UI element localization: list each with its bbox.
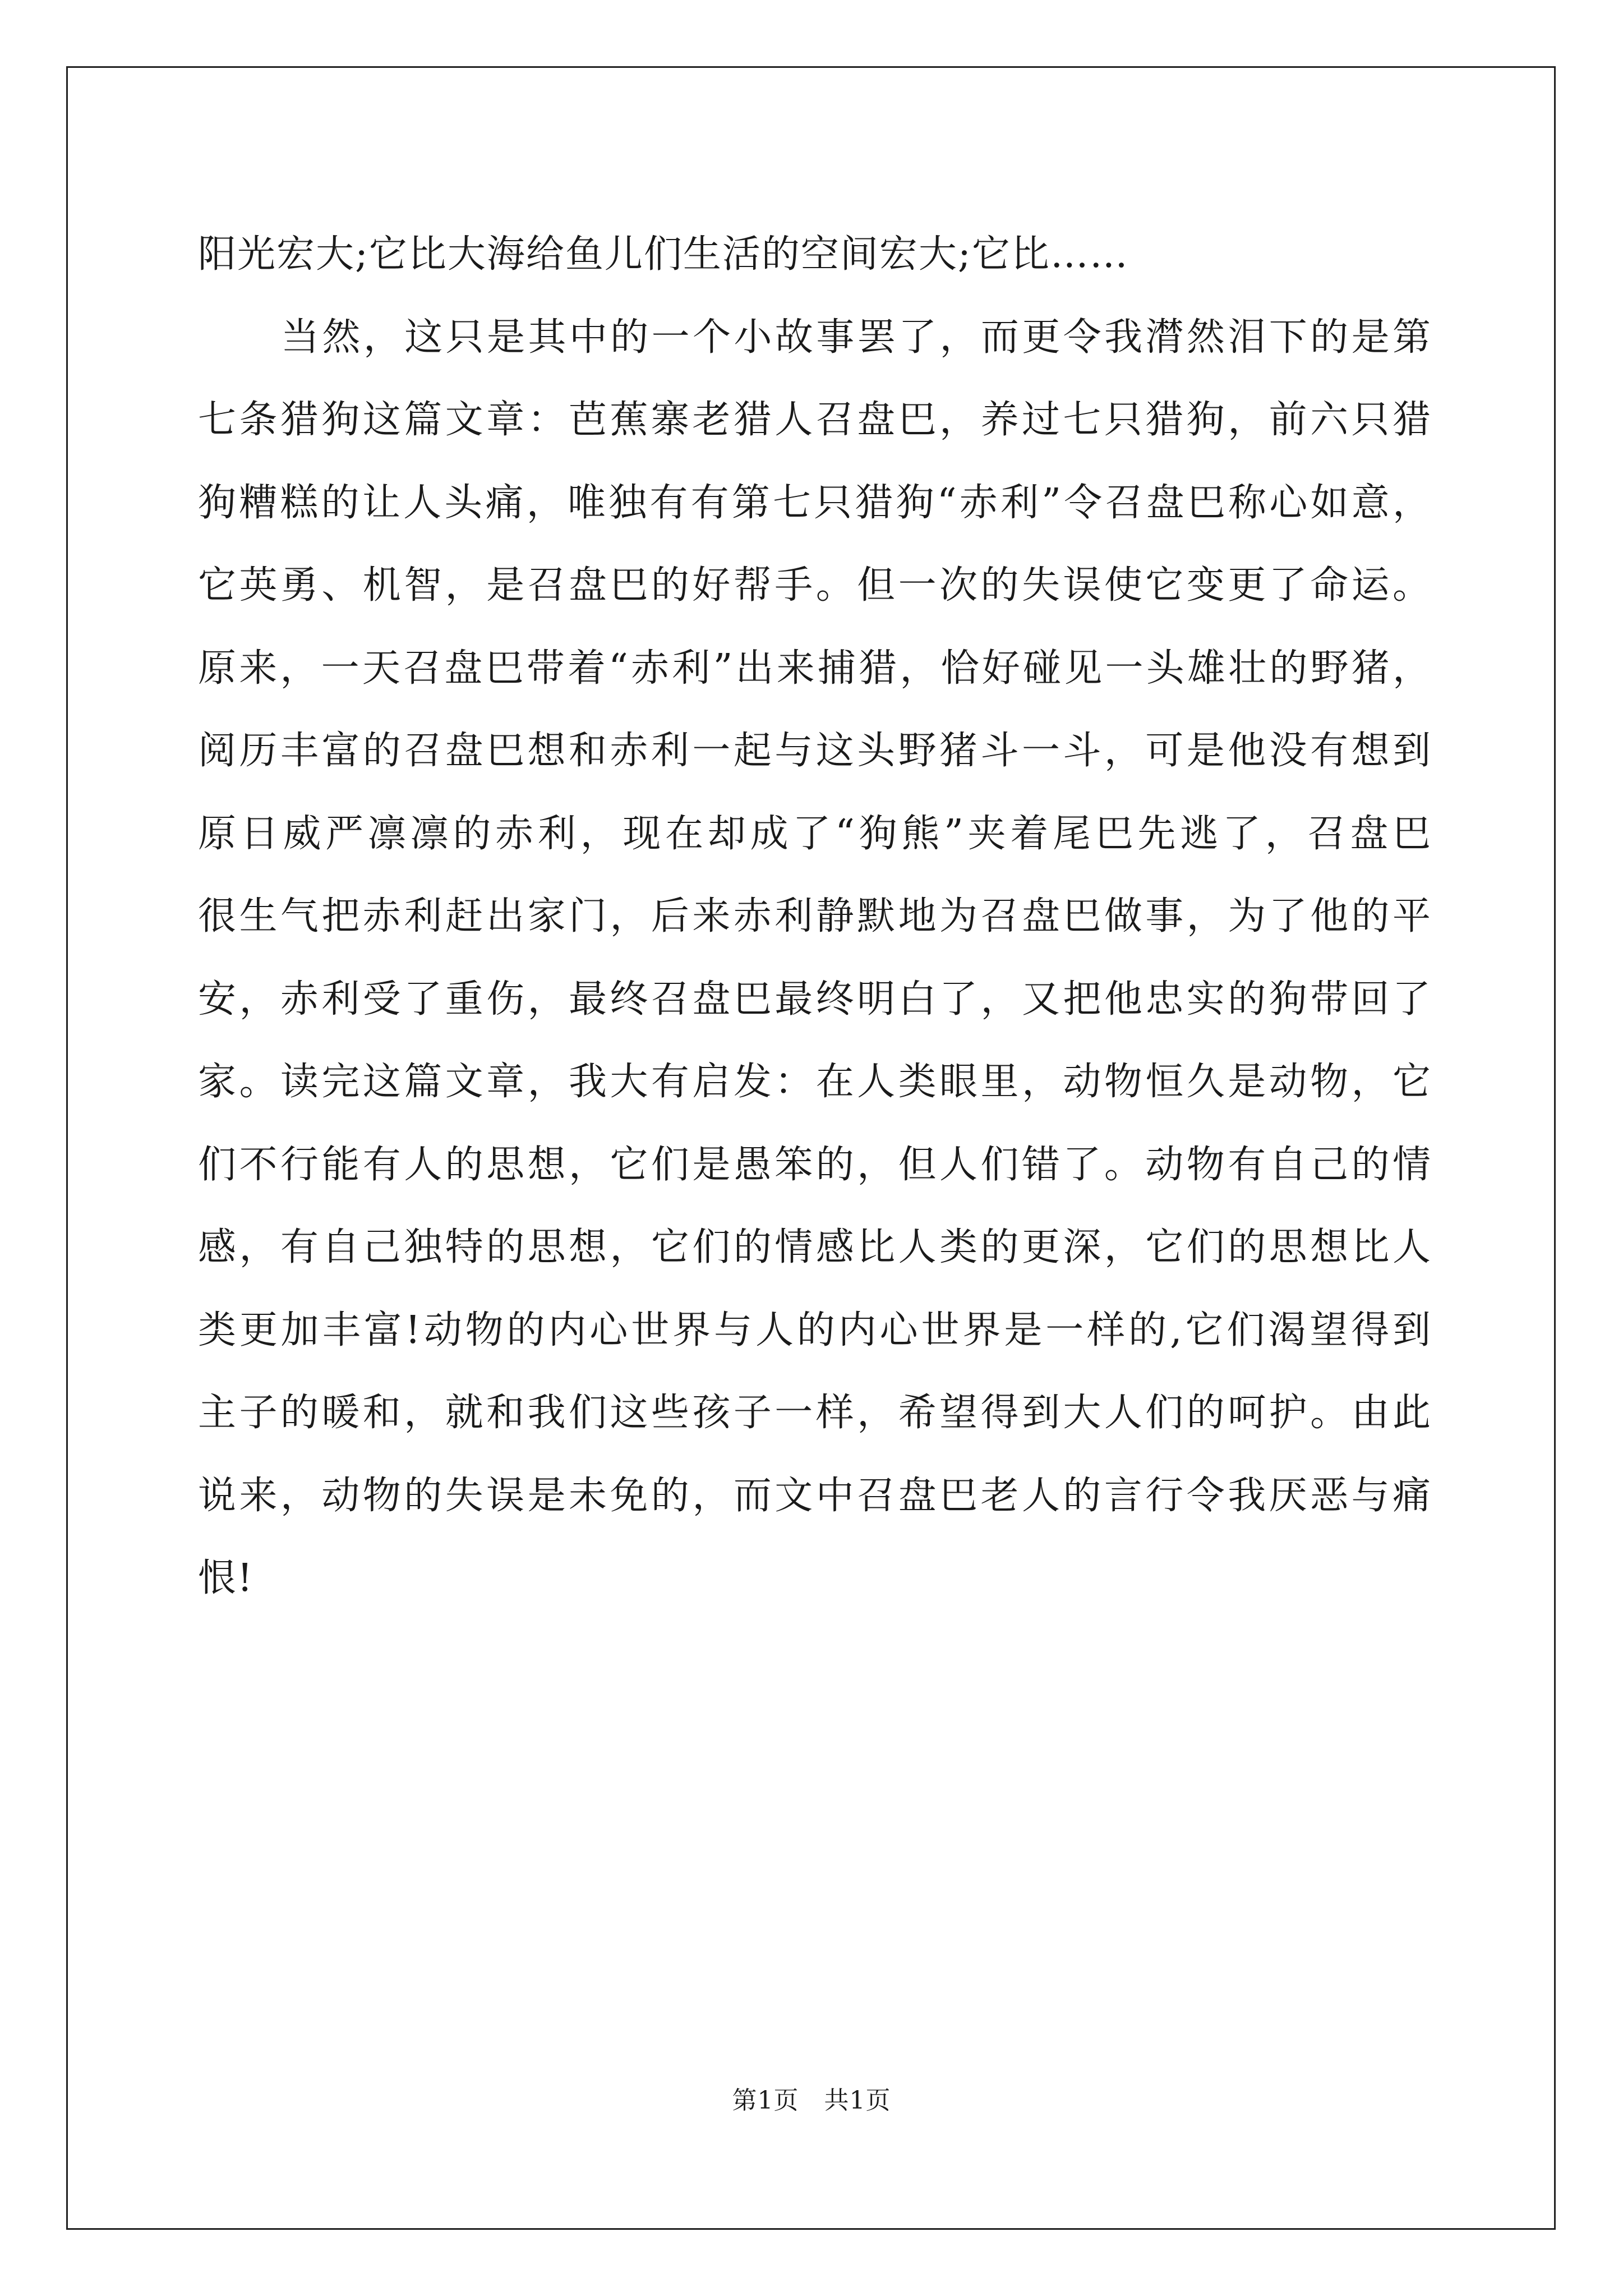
text-line-14: 类更加丰富!动物的内心世界与人的内心世界是一样的,它们渴望得到 [198,1308,1432,1352]
text-line-11: 家。读完这篇文章，我大有启发：在人类眼里，动物恒久是动物，它 [198,1060,1432,1104]
text-line-6: 原来，一天召盘巴带着“赤利”出来捕猎，恰好碰见一头雄壮的野猪， [198,646,1432,691]
text-line-2: 当然，这只是其中的一个小故事罢了，而更令我潸然泪下的是第 [281,315,1432,360]
page-number-footer: 第1页 共1页 [732,2086,891,2115]
text-line-7: 阅历丰富的召盘巴想和赤利一起与这头野猪斗一斗，可是他没有想到 [198,729,1432,773]
text-line-10: 安，赤利受了重伤，最终召盘巴最终明白了，又把他忠实的狗带回了 [198,977,1432,1022]
text-line-5: 它英勇、机智，是召盘巴的好帮手。但一次的失误使它变更了命运。 [198,563,1432,608]
text-line-13: 感，有自己独特的思想，它们的情感比人类的更深，它们的思想比人 [198,1225,1432,1269]
text-line-3: 七条猎狗这篇文章：芭蕉寨老猎人召盘巴，养过七只猎狗，前六只猎 [198,398,1432,442]
text-line-4: 狗糟糕的让人头痛，唯独有有第七只猎狗“赤利”令召盘巴称心如意， [198,480,1432,525]
text-line-17: 恨! [198,1556,254,1600]
text-line-9: 很生气把赤利赶出家门，后来赤利静默地为召盘巴做事，为了他的平 [198,894,1432,938]
text-line-16: 说来，动物的失误是未免的，而文中召盘巴老人的言行令我厌恶与痛 [198,1473,1432,1518]
body-text [198,213,1432,1620]
text-line-8: 原日威严凛凛的赤利，现在却成了“狗熊”夹着尾巴先逃了，召盘巴 [198,811,1432,856]
text-line-12: 们不行能有人的思想，它们是愚笨的，但人们错了。动物有自己的情 [198,1142,1432,1187]
text-line-15: 主子的暖和，就和我们这些孩子一样，希望得到大人们的呵护。由此 [198,1391,1432,1435]
text-line-1: 阳光宏大;它比大海给鱼儿们生活的空间宏大;它比…… [198,232,1129,277]
